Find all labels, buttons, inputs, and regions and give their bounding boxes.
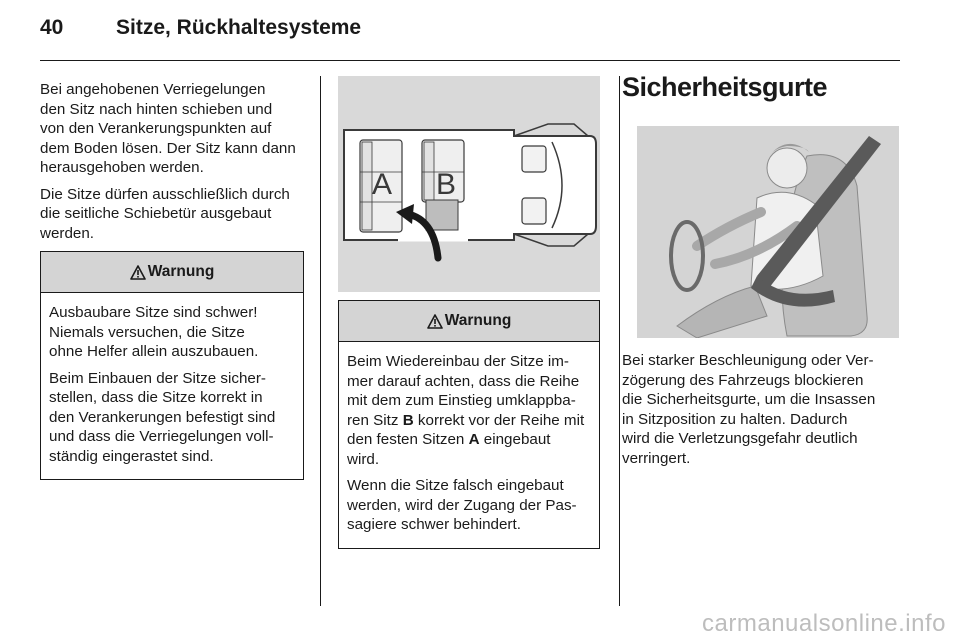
section-heading: Sicherheitsgurte [622,72,828,102]
seat-removal-paragraph: Bei angehobenen Verriegelungen den Sitz nach hinten schieben und von den Verankerungspunkten auf dem Boden lösen. Der Sitz kann dann herausgehoben werden. [40,81,296,176]
warning-title: Warnung [444,312,512,330]
warning-box-reinstall [338,300,600,549]
warning-triangle-icon [130,265,146,280]
sliding-door-paragraph: Die Sitze dürfen ausschließlich durch die seitliche Schiebetür ausgebaut werden. [40,185,290,242]
warning-triangle-icon [427,314,443,329]
seat-label-b: B [435,168,457,201]
page-title: Sitze, Rückhaltesysteme [116,16,362,39]
page-number: 40 [40,16,64,39]
warning-title: Warnung [147,263,215,281]
middle-column [338,76,600,549]
warning-text-access: Wenn die Sitze falsch eingebaut werden, wird der Zugang der Pas- sagiere schwer behindert. [347,477,577,533]
warning-text-heavy: Ausbaubare Sitze sind schwer! Niemals versuchen, die Sitze ohne Helfer allein auszubauen. [49,304,259,360]
seatbelt-illustration [637,126,899,338]
warning-text-reinstall [347,352,591,469]
warning-text-part: korrekt vor der Reihe mit den festen Sitzen [347,411,585,448]
column-divider-left [320,76,321,606]
left-column [40,80,304,480]
seat-ref-b: B [402,411,414,429]
seat-label-a: A [371,168,393,201]
warning-text-part: eingebaut wird. [347,431,551,468]
seat-ref-a: A [468,431,480,448]
seatbelt-paragraph: Bei starker Beschleunigung oder Ver- zögerung des Fahrzeugs blockieren die Sicherheitsgurte, um die Insassen in Sitzposition zu halten. Dadurch wird die Verletzungsgefahr deutlich verringert. [622,352,876,467]
warning-body [41,293,303,479]
warning-text-locking: Beim Einbauen der Sitze sicher- stellen, dass die Sitze korrekt in den Verankerungen befestigt sind und dass die Verriegelungen voll- ständig eingerastet sind. [49,369,276,465]
column-divider-right [619,76,620,606]
warning-box-heavy-seats [40,251,304,480]
seat-layout-illustration [338,76,600,292]
footer-watermark: carmanualsonline.info [702,610,946,637]
header-rule [40,60,900,61]
warning-header [339,301,599,342]
right-column [622,351,904,475]
warning-body [339,342,599,548]
warning-header [41,252,303,293]
warning-text-part: Beim Wiedereinbau der Sitze im- mer darauf achten, dass die Reihe mit dem zum Einstieg umklappba- ren Sitz [347,353,580,429]
